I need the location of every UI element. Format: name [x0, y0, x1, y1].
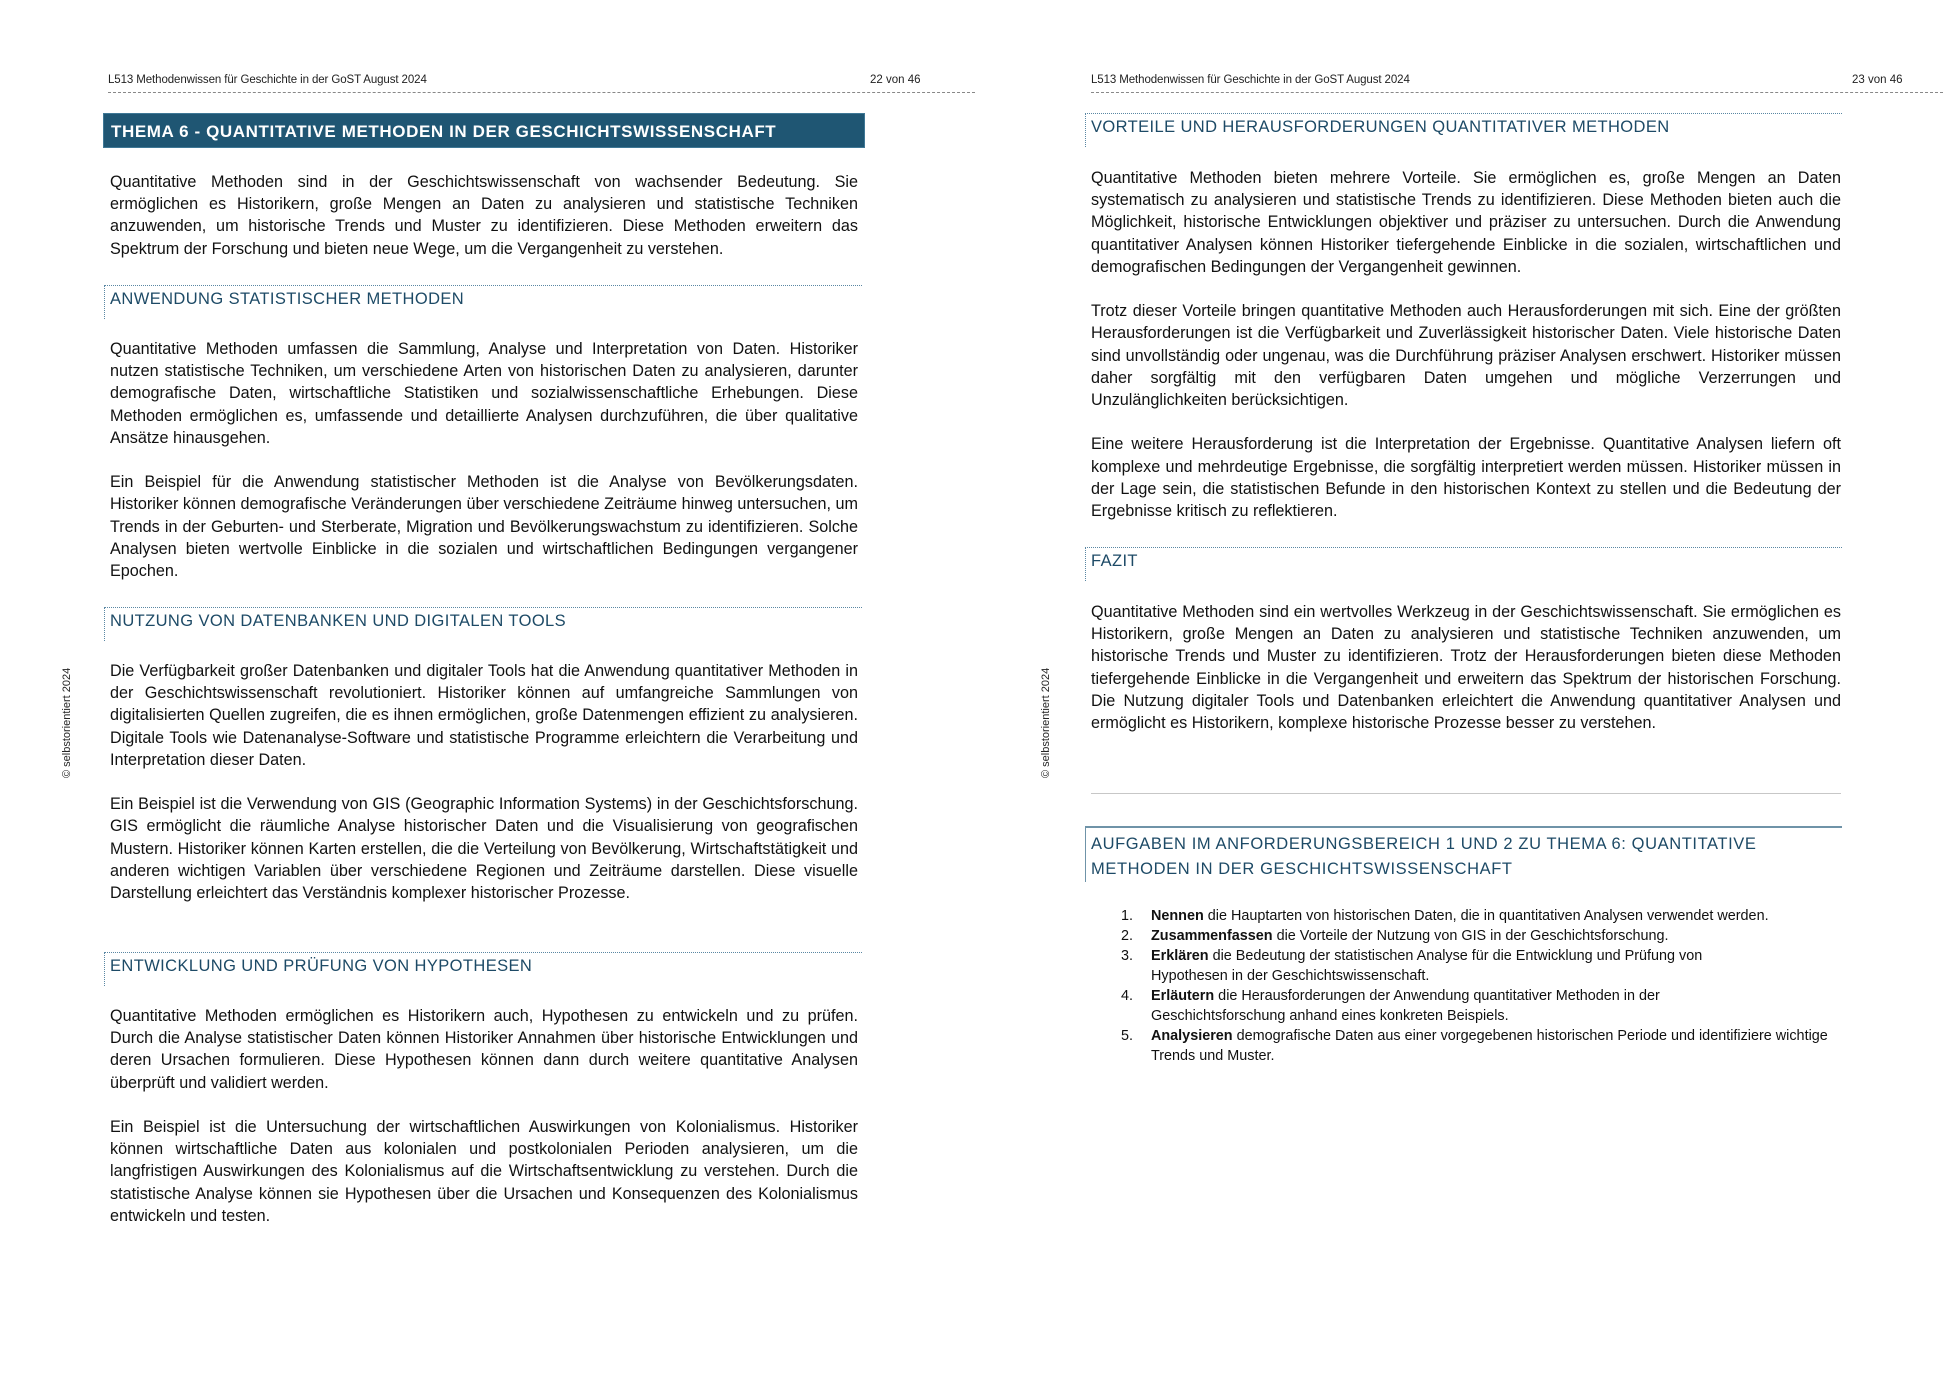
page-number: 22 von 46 — [870, 74, 921, 86]
copyright-side-note: © selbstorientiert 2024 — [1040, 667, 1052, 778]
task-list — [1121, 906, 1841, 1066]
paragraph: Trotz dieser Vorteile bringen quantitative Methoden auch Herausforderungen mit sich. Eine der größten Herausforderungen ist die Verfügbarkeit und Zuverlässigkeit historischer Daten. Viele historische Daten sind unvollständig oder ungenau, was die Durchführung präziser Analysen erschwert. Historiker müssen daher sorgfältig mit den verfügbaren Daten umgehen und mögliche Verzerrungen und Unzulänglichkeiten berücksichtigen. — [1091, 302, 1841, 410]
task-text: die Hauptarten von historischen Daten, die in quantitativen Analysen verwendet werden. — [1203, 908, 1769, 924]
section-body — [1091, 167, 1841, 544]
paragraph: Eine weitere Herausforderung ist die Interpretation der Ergebnisse. Quantitative Analysen liefern oft komplexe und mehrdeutige Ergebnisse, die sorgfältig interpretiert werden müssen. Historiker müssen in der Lage sein, die statistischen Befunde in den historischen Kontext zu stellen und die Bedeutung der Ergebnisse kritisch zu reflektieren. — [1091, 435, 1841, 521]
task-verb: Analysieren — [1151, 1028, 1233, 1044]
task-verb: Erläutern — [1151, 988, 1215, 1004]
task-number: 5. — [1121, 1028, 1134, 1044]
paragraph: Ein Beispiel für die Anwendung statistischer Methoden ist die Analyse von Bevölkerungsdaten. Historiker können demografische Veränderungen über verschiedene Zeiträume hinweg untersuchen, um Trends in der Geburten- und Sterberate, Migration und Bevölkerungswachstum zu identifizieren. Solche Analysen bieten wertvolle Einblicke in die sozialen und wirtschaftlichen Bedingungen vergangener Epochen. — [110, 473, 858, 581]
task-item — [1121, 946, 1841, 986]
section-heading: NUTZUNG VON DATENBANKEN UND DIGITALEN TOOLS — [104, 607, 862, 641]
task-number: 1. — [1121, 908, 1134, 924]
section-heading: ENTWICKLUNG UND PRÜFUNG VON HYPOTHESEN — [104, 952, 862, 986]
task-number: 3. — [1121, 948, 1134, 964]
section-body — [110, 660, 858, 926]
task-item — [1121, 986, 1841, 1026]
task-item — [1121, 1026, 1841, 1066]
section-divider — [1091, 793, 1841, 794]
page-23 — [980, 0, 1943, 1374]
intro-paragraph — [110, 171, 858, 282]
section-body — [110, 1005, 858, 1249]
section-body — [110, 338, 858, 604]
running-header: L513 Methodenwissen für Geschichte in der GoST August 2024 — [108, 74, 427, 86]
task-number: 2. — [1121, 928, 1134, 944]
paragraph: Quantitative Methoden bieten mehrere Vorteile. Sie ermöglichen es, große Mengen an Daten systematisch zu analysieren und statistische Trends zu identifizieren. Diese Methoden bieten auch die Möglichkeit, historische Entwicklungen objektiver und präziser zu untersuchen. Durch die Anwendung quantitativer Analysen können Historiker tiefergehende Einblicke in die sozialen, wirtschaftlichen und demografischen Bedingungen der Vergangenheit gewinnen. — [1091, 169, 1841, 276]
task-text: die Vorteile der Nutzung von GIS in der Geschichtsforschung. — [1272, 928, 1669, 944]
task-item — [1121, 926, 1841, 946]
tasks-heading: AUFGABEN IM ANFORDERUNGSBEREICH 1 UND 2 ZU THEMA 6: QUANTITATIVE METHODEN IN DER GESCHICHTSWISSENSCHAFT — [1085, 826, 1842, 882]
task-verb: Erklären — [1151, 948, 1209, 964]
paragraph: Die Verfügbarkeit großer Datenbanken und digitaler Tools hat die Anwendung quantitativer Methoden in der Geschichtswissenschaft revolutioniert. Historiker können auf umfangreiche Sammlungen von digitalisierten Quellen zugreifen, die es ihnen ermöglichen, große Datenmengen effizient zu analysieren. Digitale Tools wie Datenanalyse-Software und statistische Programme erleichtern die Verarbeitung und Interpretation dieser Daten. — [110, 662, 858, 769]
running-header: L513 Methodenwissen für Geschichte in der GoST August 2024 — [1091, 74, 1410, 86]
paragraph: Quantitative Methoden sind in der Geschichtswissenschaft von wachsender Bedeutung. Sie ermöglichen es Historikern, große Mengen an Daten zu analysieren und statistische Techniken anzuwenden, um historische Trends und Muster zu identifizieren. Diese Methoden erweitern das Spektrum der Forschung und bieten neue Wege, um die Vergangenheit zu verstehen. — [110, 173, 858, 258]
paragraph: Ein Beispiel ist die Verwendung von GIS (Geographic Information Systems) in der Geschichtsforschung. GIS ermöglicht die räumliche Analyse historischer Daten und die Visualisierung von geografischen Mustern. Historiker können Karten erstellen, die die Verteilung von Bevölkerung, Wirtschaftstätigkeit und anderen wichtigen Variablen über verschiedene Regionen und Zeiträume darstellen. Diese visuelle Darstellung erleichtert das Verständnis komplexer historischer Prozesse. — [110, 795, 858, 903]
task-text: demografische Daten aus einer vorgegebenen historischen Periode und identifiziere wichtige Trends und Muster. — [1151, 1028, 1828, 1064]
section-heading: ANWENDUNG STATISTISCHER METHODEN — [104, 285, 862, 319]
page-number: 23 von 46 — [1852, 74, 1903, 86]
task-number: 4. — [1121, 988, 1134, 1004]
paragraph: Quantitative Methoden sind ein wertvolles Werkzeug in der Geschichtswissenschaft. Sie ermöglichen es Historikern, große Mengen an Daten zu analysieren und statistische Techniken anzuwenden, um historische Trends und Muster zu identifizieren. Trotz der Herausforderungen bieten diese Methoden tiefergehende Einblicke in die Vergangenheit und erweitern das Spektrum der historischen Forschung. Die Nutzung digitaler Tools und Datenbanken erleichtert die Anwendung quantitativer Analysen und ermöglicht es Historikern, komplexe historische Prozesse besser zu verstehen. — [1091, 603, 1841, 733]
copyright-side-note: © selbstorientiert 2024 — [61, 667, 73, 778]
paragraph: Quantitative Methoden umfassen die Sammlung, Analyse und Interpretation von Daten. Historiker nutzen statistische Techniken, um verschiedene Arten von historischen Daten zu analysieren, darunter demografische Daten, wirtschaftliche Statistiken und sozialwissenschaftliche Erhebungen. Diese Methoden ermöglichen es, umfassende und detaillierte Analysen durchzuführen, die über qualitative Ansätze hinausgehen. — [110, 340, 858, 447]
task-text: die Bedeutung der statistischen Analyse für die Entwicklung und Prüfung von Hypothesen in der Geschichtswissenschaft. — [1151, 948, 1703, 984]
paragraph: Ein Beispiel ist die Untersuchung der wirtschaftlichen Auswirkungen von Kolonialismus. Historiker können wirtschaftliche Daten aus kolonialen und postkolonialen Perioden analysieren, um die langfristigen Auswirkungen des Kolonialismus auf die Wirtschaftsentwicklung zu verstehen. Durch die statistische Analyse können sie Hypothesen über die Ursachen und Konsequenzen des Kolonialismus entwickeln und testen. — [110, 1118, 858, 1225]
task-verb: Zusammenfassen — [1151, 928, 1273, 944]
header-divider — [1091, 92, 1943, 93]
task-verb: Nennen — [1151, 908, 1204, 924]
task-item — [1121, 906, 1841, 926]
header-divider — [108, 92, 975, 93]
task-text: die Herausforderungen der Anwendung quantitativer Methoden in der Geschichtsforschung anhand eines konkreten Beispiels. — [1151, 988, 1660, 1024]
section-heading: FAZIT — [1085, 547, 1842, 581]
section-body — [1091, 601, 1841, 756]
section-heading: VORTEILE UND HERAUSFORDERUNGEN QUANTITATIVER METHODEN — [1085, 113, 1842, 147]
topic-banner: THEMA 6 - QUANTITATIVE METHODEN IN DER GESCHICHTSWISSENSCHAFT — [103, 113, 865, 148]
paragraph: Quantitative Methoden ermöglichen es Historikern auch, Hypothesen zu entwickeln und zu prüfen. Durch die Analyse statistischer Daten können Historiker Annahmen über historische Entwicklungen und deren Ursachen formulieren. Diese Hypothesen können dann durch weitere quantitative Analysen überprüft und validiert werden. — [110, 1007, 858, 1092]
